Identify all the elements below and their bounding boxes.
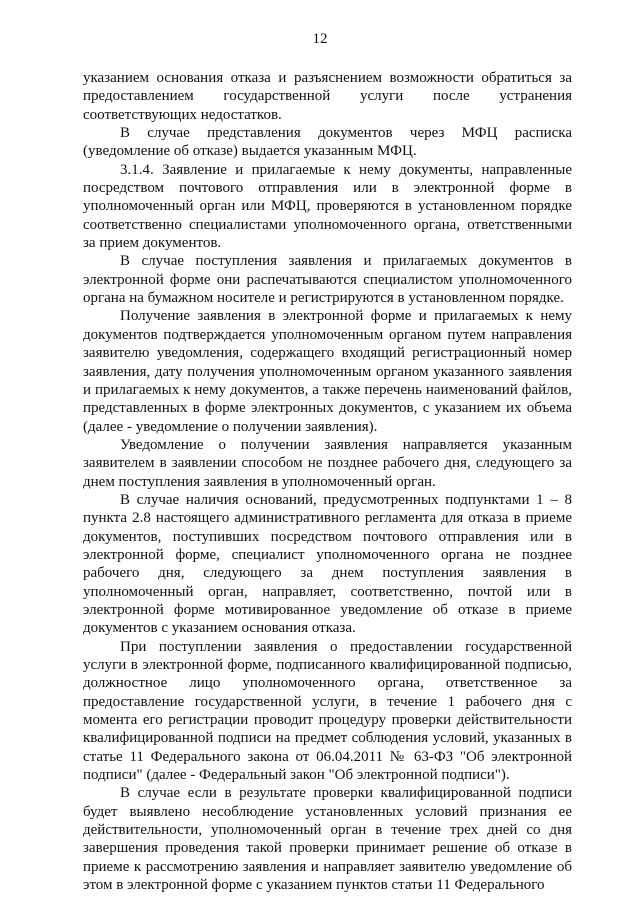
paragraph-3-1-4: 3.1.4. Заявление и прилагаемые к нему документы, направленные посредством почтового отправления или в электронной форме в уполномоченный орган или МФЦ, проверяются в установленном порядке соответственно специалистами уполномоченного органа, ответственными за прием документов. [83, 161, 572, 252]
paragraph-signature-check: При поступлении заявления о предоставлении государственной услуги в электронной форме, подписанного квалифицированной подписью, должностное лицо уполномоченного органа, ответственное за предоставление государственной услуги, в течение 1 рабочего дня с момента его регистрации проводит процедуру проверки действительности квалифицированной подписи на предмет соблюдения условий, указанных в статье 11 Федерального закона от 06.04.2011 № 63-ФЗ "Об электронной подписи" (далее - Федеральный закон "Об электронной подписи"). [83, 638, 572, 784]
paragraph-electronic-printout: В случае поступления заявления и прилагаемых документов в электронной форме они распечатываются специалистом уполномоченного органа на бумажном носителе и регистрируются в установленном порядке. [83, 253, 572, 307]
page-number: 12 [312, 31, 328, 47]
document-body [83, 69, 572, 894]
paragraph-refusal-grounds: В случае наличия оснований, предусмотренных подпунктами 1 – 8 пункта 2.8 настоящего административного регламента для отказа в приеме документов, поступивших посредством почтового отправления или в электронной форме, специалист уполномоченного органа не позднее рабочего дня, следующего за днем поступления заявления в уполномоченный орган, направляет, соответственно, почтой или в электронной форме мотивированное уведомление об отказе в приеме документов с указанием основания отказа. [83, 491, 572, 637]
paragraph-mfc-receipt: В случае представления документов через МФЦ расписка (уведомление об отказе) выдается указанным МФЦ. [83, 125, 572, 160]
paragraph-receipt-confirmation: Получение заявления в электронной форме и прилагаемых к нему документов подтверждается уполномоченным органом путем направления заявителю уведомления, содержащего входящий регистрационный номер заявления, дату получения уполномоченным органом указанного заявления и прилагаемых к нему документов, а также перечень наименований файлов, представленных в форме электронных документов, с указанием их объема (далее - уведомление о получении заявления). [83, 308, 572, 435]
paragraph-signature-invalid: В случае если в результате проверки квалифицированной подписи будет выявлено несоблюдение установленных условий признания ее действительности, уполномоченный орган в течение трех дней со дня завершения проведения такой проверки принимает решение об отказе в приеме к рассмотрению заявления и направляет заявителю уведомление об этом в электронной форме с указанием пунктов статьи 11 Федерального [83, 785, 572, 894]
paragraph-continuation: указанием основания отказа и разъяснением возможности обратиться за предоставлением государственной услуги после устранения соответствующих недостатков. [83, 70, 572, 123]
paragraph-notification-delivery: Уведомление о получении заявления направляется указанным заявителем в заявлении способом не позднее рабочего дня, следующего за днем поступления заявления в уполномоченный орган. [83, 436, 572, 490]
